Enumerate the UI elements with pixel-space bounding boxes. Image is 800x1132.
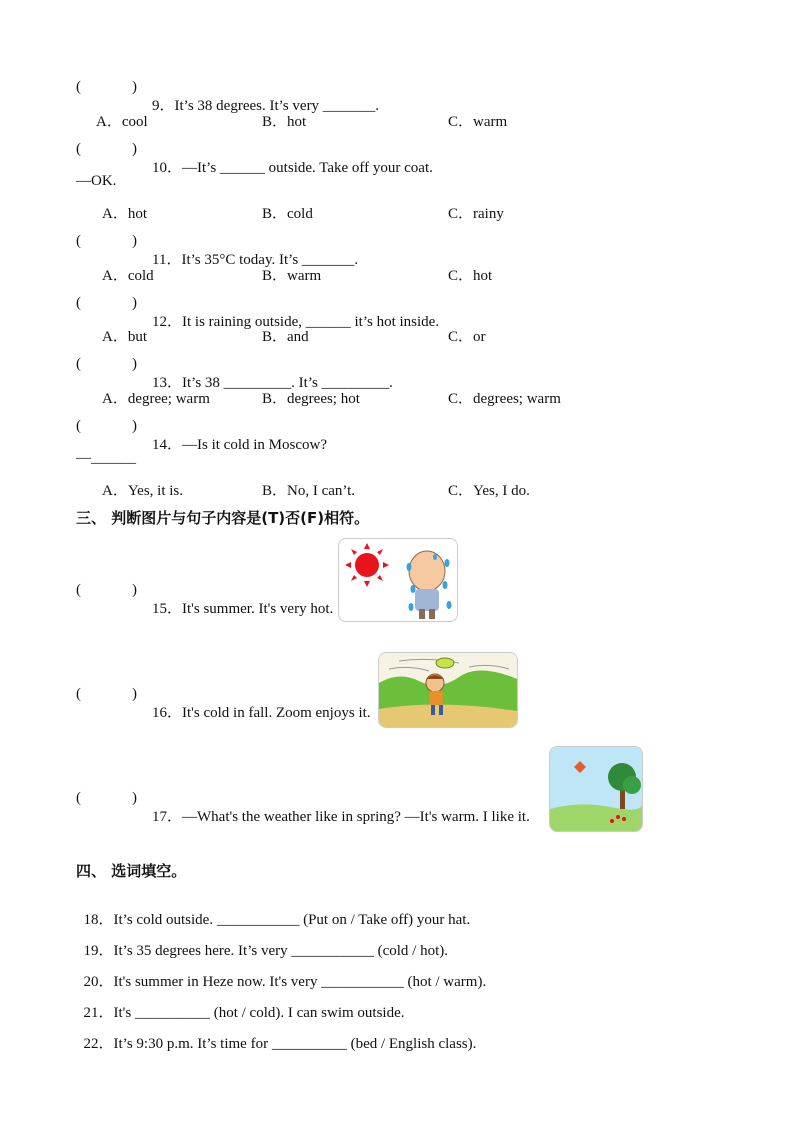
fill-item-22: 22．It’s 9:30 p.m. It’s time for __________ (bed / English class). [83, 1036, 477, 1052]
question-text: It’s 35°C today. It’s _______. [181, 252, 359, 268]
option-a: A．cool [96, 114, 148, 130]
option-b: B．warm [262, 268, 322, 284]
answer-blank[interactable]: ___________ [321, 974, 404, 990]
option-a: A．degree; warm [102, 391, 210, 407]
sun-sweating-man-illustration [339, 539, 457, 621]
summer-hot-picture [338, 538, 458, 622]
fill-item-18: 18．It’s cold outside. ___________ (Put on / Take off) your hat. [83, 912, 471, 928]
answer-paren-close: ) [132, 418, 137, 434]
item-number: 17 [152, 809, 167, 825]
option-c: C．or [448, 329, 486, 345]
option-b: B．hot [262, 114, 307, 130]
spring-picture [549, 746, 643, 832]
item-text: It's cold in fall. Zoom enjoys it. [182, 705, 371, 721]
question-number: 11 [152, 252, 167, 268]
answer-paren-close: ) [132, 686, 137, 702]
option-a: A．Yes, it is. [102, 483, 183, 499]
spring-tree-illustration [550, 747, 642, 831]
item-number: 15 [152, 601, 167, 617]
answer-paren-close: ) [132, 295, 137, 311]
flying-hat-icon [436, 658, 454, 668]
answer-paren-close: ) [132, 233, 137, 249]
fill-item-20: 20．It's summer in Heze now. It's very ___________ (hot / warm). [83, 974, 487, 990]
windy-boy-illustration [379, 653, 517, 727]
answer-paren-close: ) [132, 582, 137, 598]
answer-paren-open: ( [76, 295, 81, 311]
question-number: 10 [152, 160, 167, 176]
answer-blank[interactable]: __________ [134, 1005, 210, 1021]
item-text: —What's the weather like in spring? —It's warm. I like it. [182, 809, 530, 825]
option-c: C．degrees; warm [448, 391, 561, 407]
option-c: C．warm [448, 114, 508, 130]
question-text: It’s 38 _________. It’s _________. [182, 375, 393, 391]
dialog-reply: —______ [76, 450, 136, 466]
item-number: 16 [152, 705, 167, 721]
answer-blank[interactable]: ___________ [216, 912, 300, 928]
answer-paren-open: ( [76, 418, 81, 434]
question-text: —It’s ______ outside. Take off your coat. [182, 160, 433, 176]
section-heading-3: 三、 判断图片与句子内容是(T)否(F)相符。 [76, 509, 370, 527]
answer-paren-close: ) [132, 790, 137, 806]
question-number: 9 [152, 98, 160, 114]
option-c: C．Yes, I do. [448, 483, 530, 499]
option-b: B．degrees; hot [262, 391, 360, 407]
question-number: 13 [152, 375, 167, 391]
option-a: A．hot [102, 206, 148, 222]
item-text: It's summer. It's very hot. [182, 601, 334, 617]
option-b: B．cold [262, 206, 313, 222]
fill-item-21: 21．It's __________ (hot / cold). I can swim outside. [83, 1005, 405, 1021]
dialog-reply: —OK. [76, 173, 117, 189]
fill-item-19: 19．It’s 35 degrees here. It’s very ___________ (cold / hot). [83, 943, 449, 959]
answer-paren-open: ( [76, 79, 81, 95]
answer-paren-open: ( [76, 790, 81, 806]
question-text: —Is it cold in Moscow? [182, 437, 327, 453]
answer-paren-close: ) [132, 356, 137, 372]
answer-blank[interactable]: __________ [271, 1036, 347, 1052]
answer-paren-open: ( [76, 356, 81, 372]
windy-fall-picture [378, 652, 518, 728]
question-number: 12 [152, 314, 167, 330]
option-a: A．cold [102, 268, 154, 284]
question-text: It is raining outside, ______ it’s hot inside. [182, 314, 440, 330]
option-b: B．No, I can’t. [262, 483, 356, 499]
answer-blank[interactable]: ___________ [291, 943, 374, 959]
answer-paren-open: ( [76, 582, 81, 598]
question-text: It’s 38 degrees. It’s very _______. [174, 98, 380, 114]
option-c: C．hot [448, 268, 493, 284]
option-b: B．and [262, 329, 309, 345]
answer-paren-open: ( [76, 141, 81, 157]
option-a: A．but [102, 329, 148, 345]
sun-icon [345, 543, 389, 587]
section-heading-4: 四、 选词填空。 [76, 862, 187, 880]
sweating-man-icon [407, 551, 452, 619]
answer-paren-close: ) [132, 141, 137, 157]
answer-paren-close: ) [132, 79, 137, 95]
option-c: C．rainy [448, 206, 504, 222]
answer-paren-open: ( [76, 233, 81, 249]
question-number: 14 [152, 437, 167, 453]
answer-paren-open: ( [76, 686, 81, 702]
